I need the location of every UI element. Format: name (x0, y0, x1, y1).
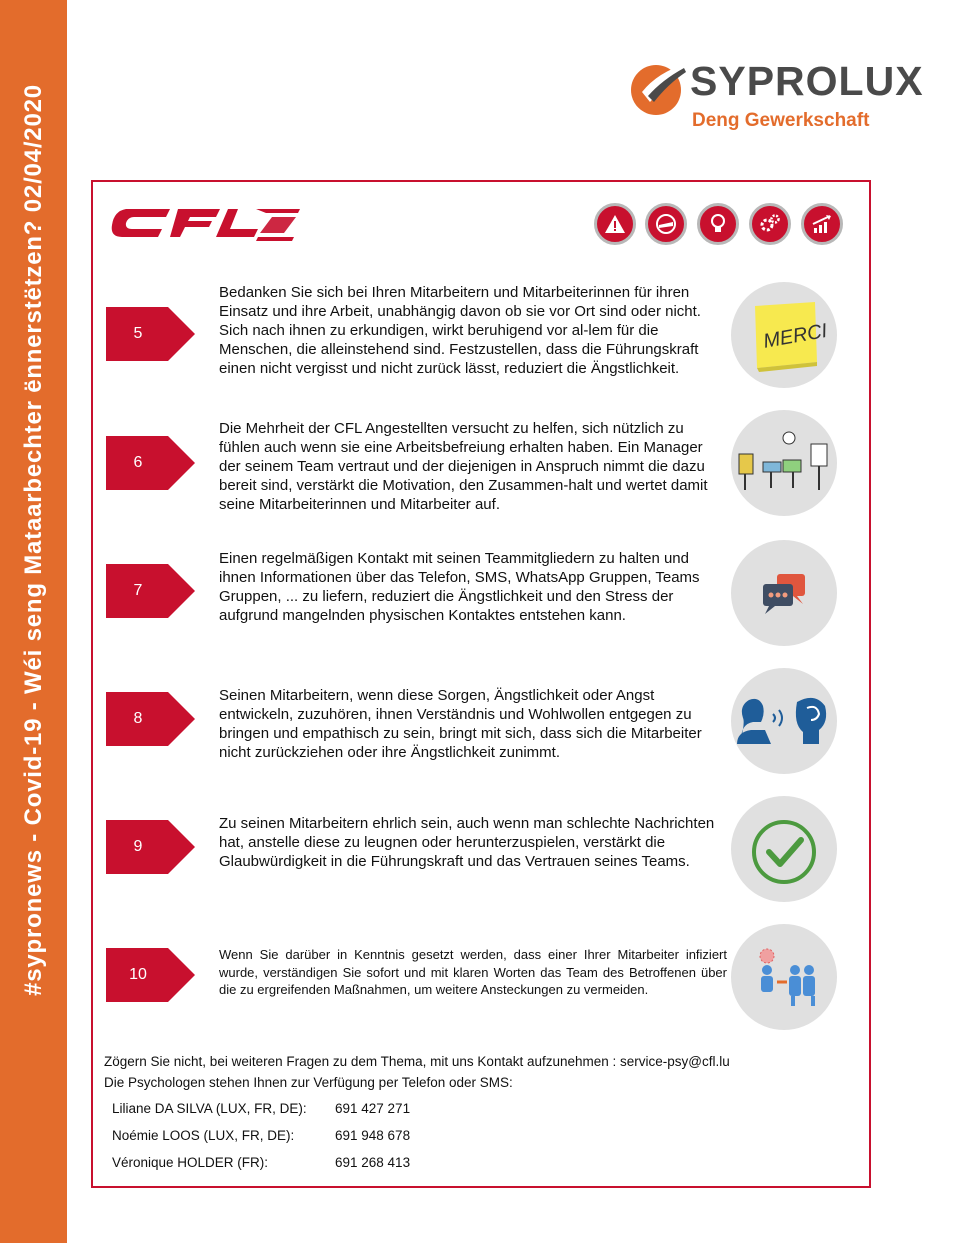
item-text: Bedanken Sie sich bei Ihren Mitarbeitern und Mitarbeiterinnen für ihren Einsatz und ihre Arbeit, unabhängig davon ob sie vor Ort sind oder nicht. Sich nach ihnen zu erkundigen, wirkt beruhigend vor al-lem für die Menschen, die alleinstehend sind. Festzustellen, dass die Führungskraft einen nicht vergisst und nicht zurück lässt, reduziert die Ängstlichkeit. (219, 284, 701, 377)
item-text: Wenn Sie darüber in Kenntnis gesetzt werden, dass einer Ihrer Mitarbeiter infiziert wurde, verständigen Sie sofort und mit klaren Worten das Team des Betroffenen über die zu ergreifenden Maßnahmen, um weitere Ansteckungen zu vermeiden. (219, 947, 727, 997)
contact-phone[interactable]: 691 268 413 (335, 1155, 411, 1170)
number-label-holder (106, 820, 196, 874)
item-text: Zu seinen Mitarbeitern ehrlich sein, auch wenn man schlechte Nachrichten hat, anstelle diese zu leugnen oder herunterzuspielen, verstärkt die Glaubwürdigkeit in die Führungskraft und das Vertrauen seines Teams. (219, 815, 715, 870)
item-text: Seinen Mitarbeitern, wenn diese Sorgen, Ängstlichkeit oder Angst entwickeln, zuzuhören, ihnen Verständnis und Wohlwollen entgegen zu bringen und empathisch zu sein, bringt mit sich, dass sich die Mitarbeiter nicht zurückziehen oder ihre Ängstlichkeit zunimmt. (219, 687, 702, 761)
number-label-holder (106, 307, 196, 361)
merci-note-icon (731, 282, 837, 388)
item-number: 10 (129, 966, 147, 983)
item-number: 7 (133, 582, 143, 599)
infection-team-icon (731, 924, 837, 1030)
lightbulb-icon (697, 203, 739, 245)
contact-name: Noémie LOOS (LUX, FR, DE): (112, 1128, 295, 1143)
number-label-holder (106, 948, 196, 1002)
syprolux-emblem-icon (628, 58, 690, 118)
item-number: 6 (133, 454, 143, 471)
cfl-logo (108, 203, 304, 243)
number-label-holder (106, 436, 196, 490)
train-icon (645, 203, 687, 245)
growth-chart-icon (801, 203, 843, 245)
item-text: Die Mehrheit der CFL Angestellten versucht zu helfen, sich nützlich zu fühlen auch wenn sie eine Arbeitsbefreiung erhalten haben. Ein Manager der seinem Team vertraut und der diejenigen in Anspruch nimmt die dazu bereit sind, verstärkt die Motivation, den Zusammen-halt und wertet damit seine Mitarbeiterinnen und Mitarbeiter auf. (219, 420, 708, 513)
speak-listen-icon (731, 668, 837, 774)
teamwork-icon (731, 410, 837, 516)
chat-bubbles-icon (731, 540, 837, 646)
brand-subtitle: Deng Gewerkschaft (692, 110, 870, 131)
contact-name: Véronique HOLDER (FR): (112, 1155, 269, 1170)
contact-phone[interactable]: 691 948 678 (335, 1128, 411, 1143)
gears-icon (749, 203, 791, 245)
brand-name: SYPROLUX (690, 58, 924, 104)
checkmark-icon (731, 796, 837, 902)
item-number: 8 (133, 710, 143, 727)
footer-psychologist-line: Die Psychologen stehen Ihnen zur Verfügung per Telefon oder SMS: (104, 1075, 513, 1090)
item-number: 5 (133, 325, 143, 342)
number-label-holder (106, 564, 196, 618)
footer-contact-line: Zögern Sie nicht, bei weiteren Fragen zu dem Thema, mit uns Kontakt aufzunehmen : service-psy@cfl.lu (104, 1054, 730, 1069)
item-text: Einen regelmäßigen Kontakt mit seinen Teammitgliedern zu halten und ihnen Informationen über das Telefon, SMS, WhatsApp Gruppen, Teams Gruppen, ... zu liefern, reduziert die Ängstlichkeit und den Stress der aufgrund mangelnden physischen Kontaktes entstehen kann. (219, 550, 700, 624)
footer (104, 1051, 730, 1093)
merci-note-text: MERCI (761, 319, 829, 353)
item-number: 9 (133, 838, 143, 855)
warning-icon (594, 203, 636, 245)
sidebar-title: #sypronews - Covid-19 - Wéi seng Mataarbechter ënnerstëtzen? 02/04/2020 (20, 84, 47, 996)
contact-name: Liliane DA SILVA (LUX, FR, DE): (112, 1101, 307, 1116)
syprolux-logo (628, 58, 924, 138)
sidebar-banner (0, 0, 67, 1243)
number-label-holder (106, 692, 196, 746)
contact-phone[interactable]: 691 427 271 (335, 1101, 411, 1116)
